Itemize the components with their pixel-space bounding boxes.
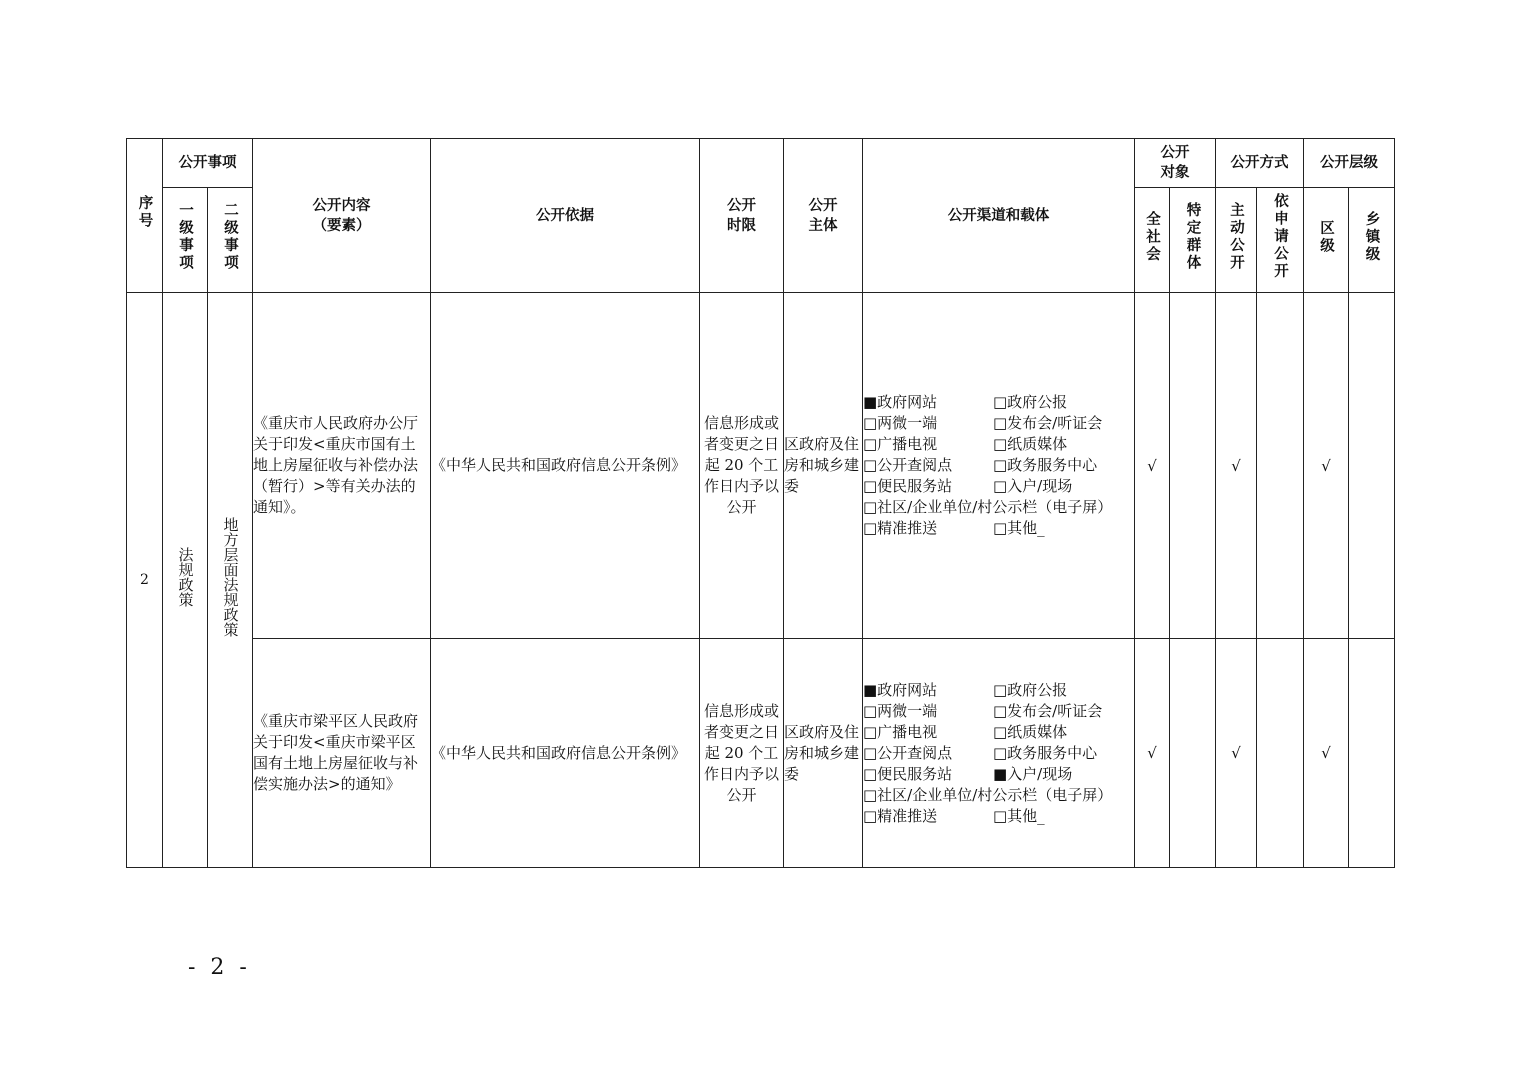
level-town-check	[1349, 639, 1395, 868]
content-cell: 《重庆市人民政府办公厅关于印发<重庆市国有土地上房屋征收与补偿办法（暂行）>等有关办法的通知》。	[253, 293, 431, 639]
header-method-request: 依申请公开	[1257, 188, 1304, 293]
header-subject: 公开 主体	[784, 139, 863, 293]
channel-bulletin: □社区/企业单位/村公示栏（电子屏）	[863, 785, 1113, 804]
channel-wechat-weibo: □两微一端	[863, 414, 938, 432]
header-level-town: 乡镇级	[1349, 188, 1395, 293]
header-basis: 公开依据	[431, 139, 700, 293]
channel-paper-media: □纸质媒体	[993, 435, 1068, 453]
object-specific-check	[1170, 293, 1216, 639]
table-row	[127, 639, 1395, 868]
object-specific-check	[1170, 639, 1216, 868]
channel-gov-site: ■政府网站	[863, 393, 938, 411]
method-request-check	[1257, 293, 1304, 639]
channel-service-center: □政务服务中心	[993, 743, 1098, 762]
channel-radio-tv: □广播电视	[863, 435, 938, 453]
channel-precise-push: □精准推送	[863, 806, 938, 825]
channel-gov-gazette: □政府公报	[993, 393, 1068, 411]
method-request-check	[1257, 639, 1304, 868]
header-item-group: 公开事项	[163, 139, 253, 188]
subject-cell: 区政府及住房和城乡建委	[784, 639, 863, 868]
level1-item: 法规政策	[163, 293, 208, 868]
seq-number: 2	[127, 293, 163, 868]
channel-other: □其他_	[993, 519, 1045, 537]
channel-reading-point: □公开查阅点	[863, 743, 953, 762]
channel-service-station: □便民服务站	[863, 764, 953, 783]
channel-home-visit: □入户/现场	[993, 477, 1073, 495]
time-limit-cell: 信息形成或者变更之日起 20 个工作日内予以公开	[700, 639, 784, 868]
subject-cell: 区政府及住房和城乡建委	[784, 293, 863, 639]
object-all-check: √	[1135, 293, 1170, 639]
channel-cell	[863, 639, 1135, 868]
method-active-check: √	[1216, 639, 1257, 868]
channel-gov-gazette: □政府公报	[993, 680, 1068, 699]
time-limit-cell: 信息形成或者变更之日起 20 个工作日内予以公开	[700, 293, 784, 639]
method-active-check: √	[1216, 293, 1257, 639]
content-cell: 《重庆市梁平区人民政府关于印发<重庆市梁平区国有土地上房屋征收与补偿实施办法>的通知》	[253, 639, 431, 868]
channel-list	[863, 392, 1134, 539]
channel-gov-site: ■政府网站	[863, 680, 938, 699]
header-object-specific: 特定群体	[1170, 188, 1216, 293]
header-seq: 序号	[127, 139, 163, 293]
page-number: - 2 -	[188, 955, 251, 980]
header-time-limit: 公开 时限	[700, 139, 784, 293]
header-object-group: 公开 对象	[1135, 139, 1216, 188]
header-level1: 一级事项	[163, 188, 208, 293]
channel-other: □其他_	[993, 806, 1045, 825]
channel-press-hearing: □发布会/听证会	[993, 701, 1103, 720]
level2-item: 地方层面法规政策	[208, 293, 253, 868]
header-method-active: 主动公开	[1216, 188, 1257, 293]
channel-reading-point: □公开查阅点	[863, 456, 953, 474]
level-district-check: √	[1304, 293, 1349, 639]
channel-bulletin: □社区/企业单位/村公示栏（电子屏）	[863, 498, 1113, 516]
channel-press-hearing: □发布会/听证会	[993, 414, 1103, 432]
header-level2: 二级事项	[208, 188, 253, 293]
header-content: 公开内容 （要素）	[253, 139, 431, 293]
channel-cell	[863, 293, 1135, 639]
table-row	[127, 293, 1395, 639]
basis-cell: 《中华人民共和国政府信息公开条例》	[431, 293, 700, 639]
header-level-group: 公开层级	[1304, 139, 1395, 188]
channel-service-center: □政务服务中心	[993, 456, 1098, 474]
channel-home-visit: ■入户/现场	[993, 764, 1073, 783]
channel-precise-push: □精准推送	[863, 519, 938, 537]
channel-list	[863, 680, 1134, 827]
level-district-check: √	[1304, 639, 1349, 868]
header-method-group: 公开方式	[1216, 139, 1304, 188]
header-level-district: 区级	[1304, 188, 1349, 293]
channel-radio-tv: □广播电视	[863, 722, 938, 741]
level-town-check	[1349, 293, 1395, 639]
channel-paper-media: □纸质媒体	[993, 722, 1068, 741]
basis-cell: 《中华人民共和国政府信息公开条例》	[431, 639, 700, 868]
header-object-all: 全社会	[1135, 188, 1170, 293]
channel-service-station: □便民服务站	[863, 477, 953, 495]
disclosure-table	[126, 138, 1395, 868]
object-all-check: √	[1135, 639, 1170, 868]
channel-wechat-weibo: □两微一端	[863, 701, 938, 720]
header-channel: 公开渠道和载体	[863, 139, 1135, 293]
